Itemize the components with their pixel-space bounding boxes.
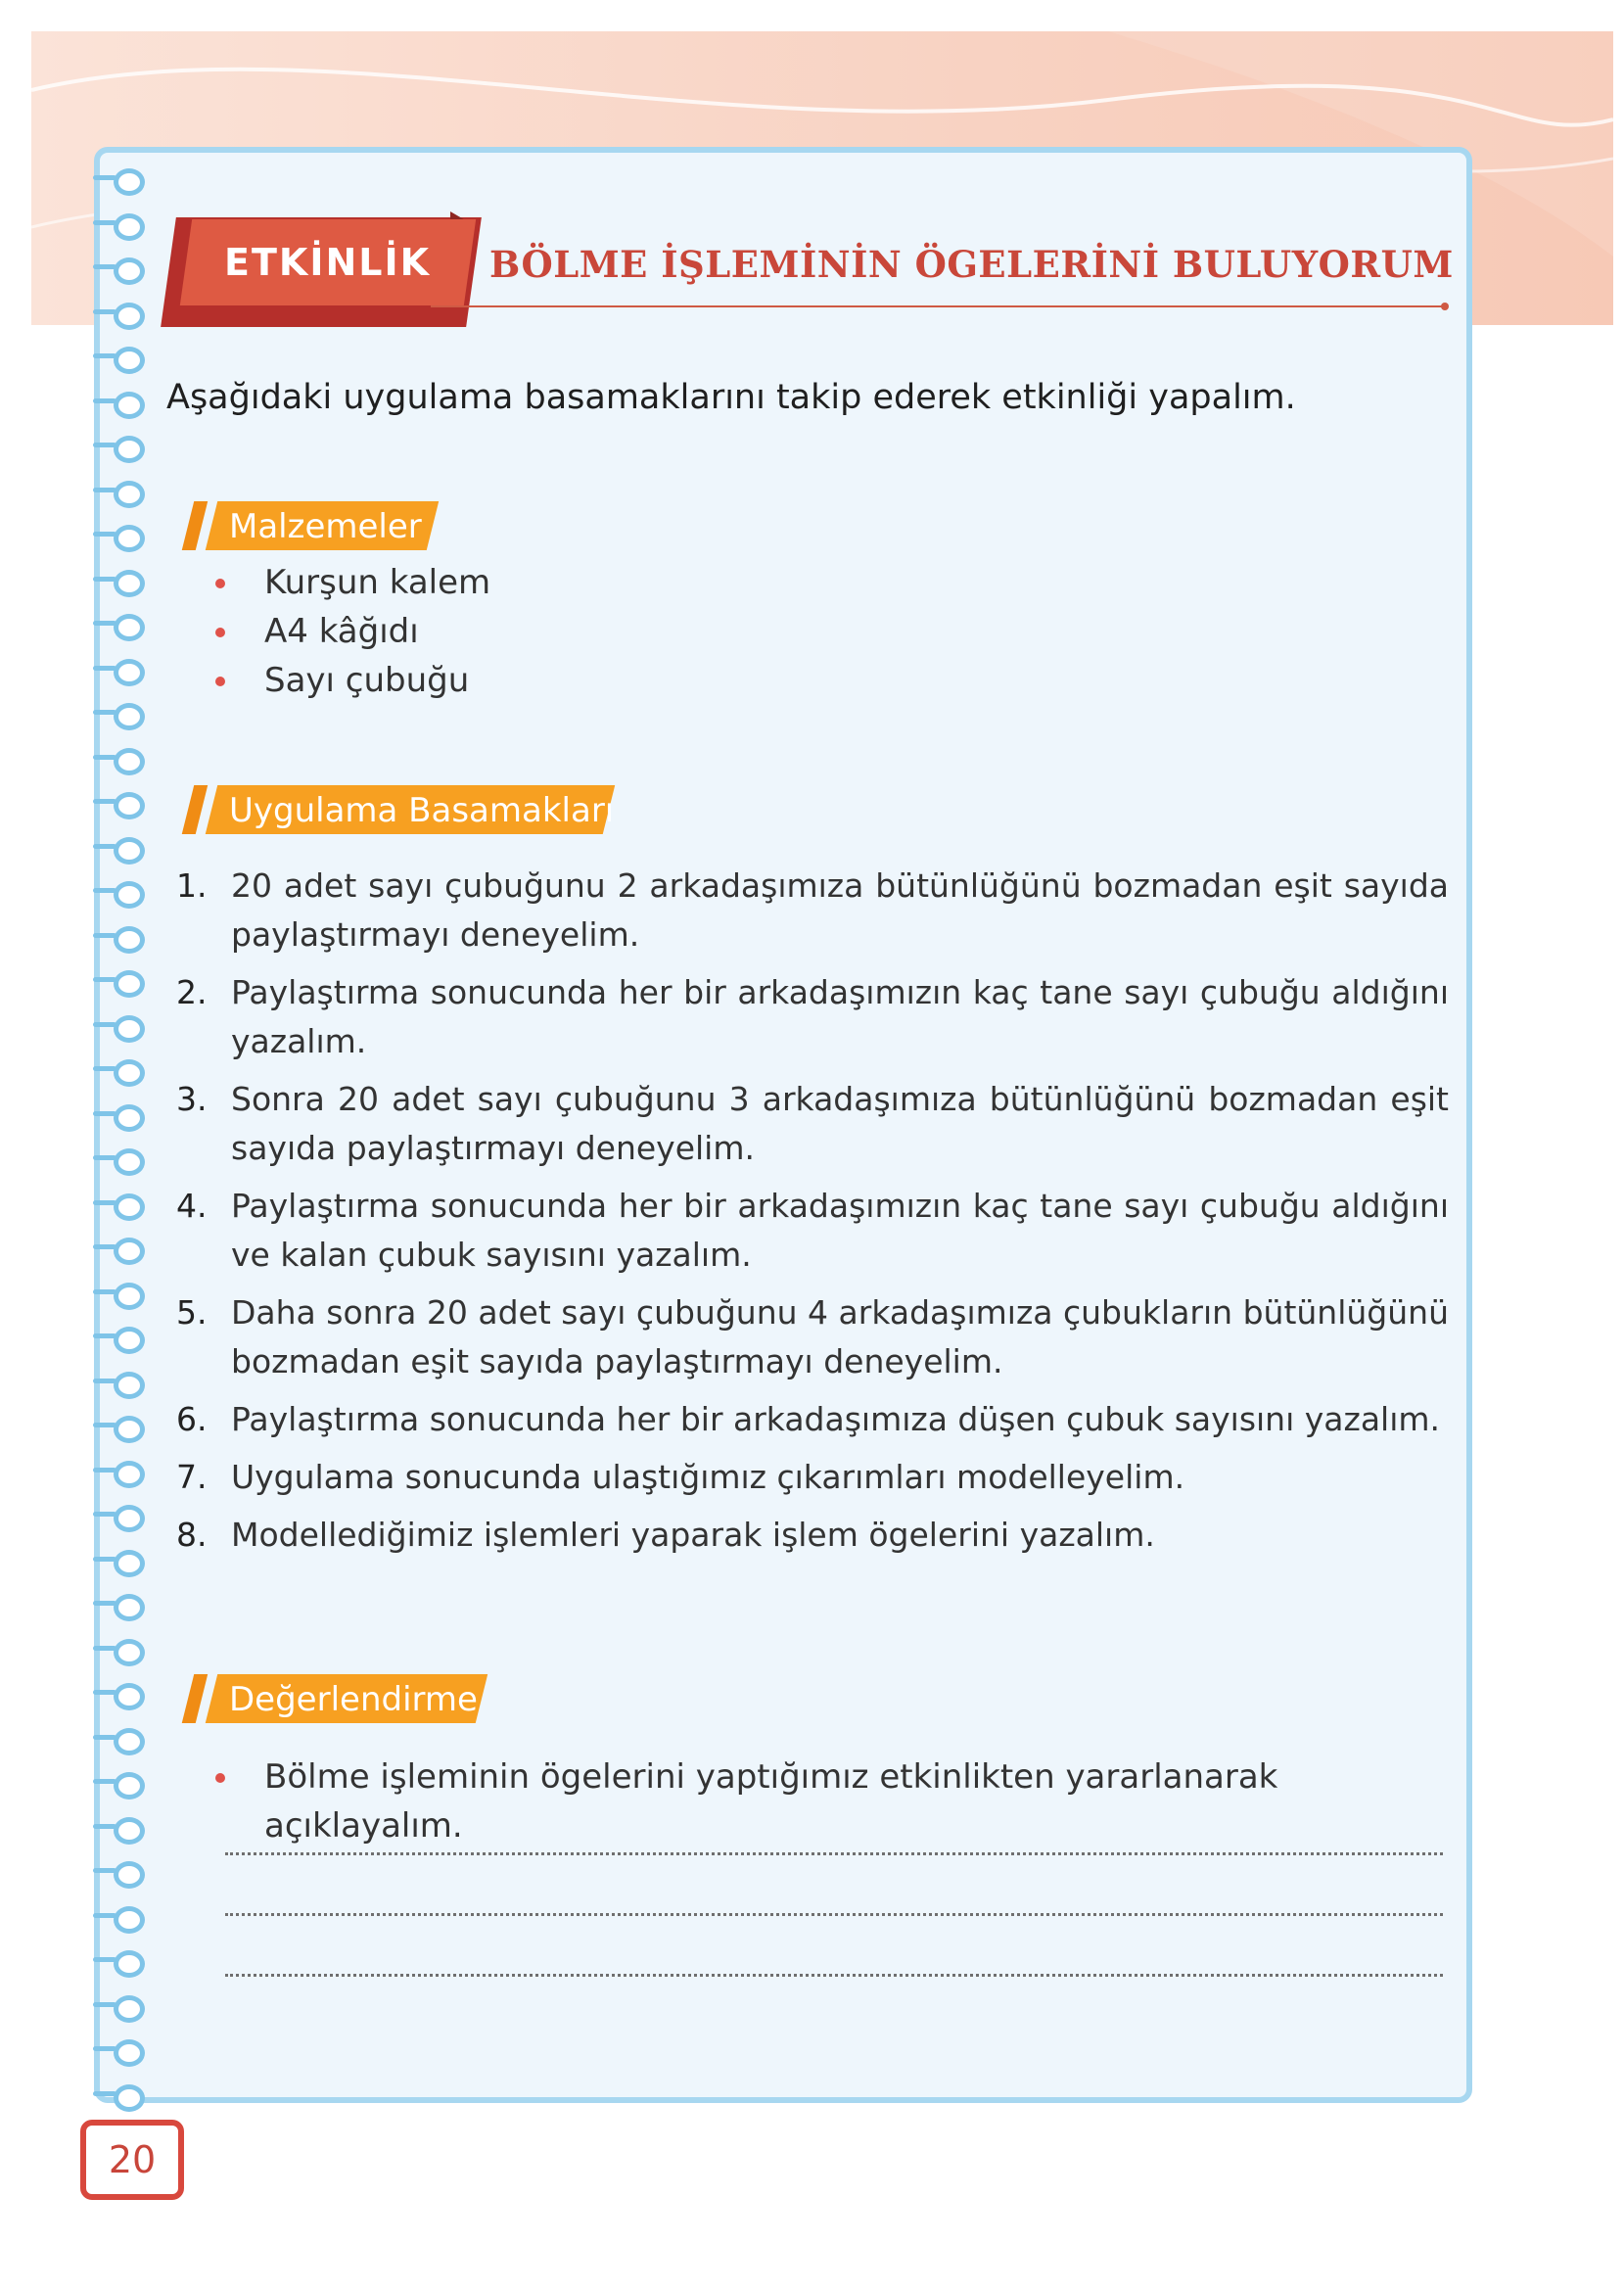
list-item: [176, 862, 1449, 959]
bullet-icon: [215, 677, 225, 686]
activity-tag: [180, 219, 476, 305]
title-underline: [431, 305, 1447, 307]
binding-ring: [114, 1728, 145, 1755]
page-number: 20: [80, 2120, 184, 2200]
binding-ring: [114, 570, 145, 597]
step-number: 8.: [176, 1516, 208, 1554]
materials-heading: [188, 501, 433, 550]
binding-ring: [114, 1416, 145, 1443]
step-number: 2.: [176, 973, 208, 1011]
answer-line-1[interactable]: [225, 1852, 1443, 1855]
list-item: [176, 1288, 1449, 1386]
binding-ring: [114, 792, 145, 819]
step-text: Uygulama sonucunda ulaştığımız çıkarımları modelleyelim.: [231, 1458, 1185, 1496]
binding-ring: [114, 881, 145, 909]
binding-ring: [114, 1861, 145, 1889]
binding-ring: [114, 1327, 145, 1354]
binding-ring: [114, 347, 145, 374]
step-text: Paylaştırma sonucunda her bir arkadaşımızın kaç tane sayı çubuğu aldığını ve kalan çubuk sayısını yazalım.: [231, 1187, 1449, 1274]
step-text: 20 adet sayı çubuğunu 2 arkadaşımıza bütünlüğünü bozmadan eşit sayıda paylaştırmayı deneyelim.: [231, 866, 1449, 954]
binding-ring: [114, 703, 145, 730]
binding-ring: [114, 926, 145, 954]
binding-ring: [114, 1104, 145, 1132]
binding-ring: [114, 1683, 145, 1710]
binding-ring: [114, 525, 145, 552]
binding-ring: [114, 436, 145, 463]
binding-ring: [114, 659, 145, 686]
binding-ring: [114, 1372, 145, 1399]
binding-ring: [114, 1193, 145, 1221]
answer-line-3[interactable]: [225, 1974, 1443, 1977]
evaluation-heading: [188, 1674, 482, 1723]
binding-ring: [114, 2084, 145, 2112]
binding-ring: [114, 392, 145, 419]
spiral-binding: [86, 157, 155, 2105]
binding-ring: [114, 1015, 145, 1043]
intro-text: Aşağıdaki uygulama basamaklarını takip ederek etkinliği yapalım.: [166, 378, 1296, 417]
binding-ring: [114, 303, 145, 330]
binding-ring: [114, 614, 145, 641]
binding-ring: [114, 1950, 145, 1978]
step-number: 1.: [176, 866, 208, 905]
binding-ring: [114, 257, 145, 285]
list-item: [176, 1075, 1449, 1173]
list-item: [215, 1753, 1449, 1846]
list-item: [215, 656, 490, 705]
list-item: [176, 1511, 1449, 1560]
binding-ring: [114, 748, 145, 775]
binding-ring: [114, 970, 145, 998]
list-item: [176, 1395, 1449, 1444]
activity-tag-label: ETKİNLİK: [224, 241, 432, 284]
step-text: Modellediğimiz işlemleri yaparak işlem ögelerini yazalım.: [231, 1516, 1155, 1554]
materials-heading-label: Malzemeler: [229, 507, 422, 546]
binding-ring: [114, 213, 145, 241]
binding-ring: [114, 1148, 145, 1176]
materials-list: [215, 558, 490, 705]
step-number: 5.: [176, 1293, 208, 1332]
step-number: 4.: [176, 1187, 208, 1225]
bullet-icon: [215, 1773, 225, 1783]
binding-ring: [114, 1238, 145, 1265]
binding-ring: [114, 481, 145, 508]
binding-ring: [114, 168, 145, 196]
evaluation-prompt: Bölme işleminin ögelerini yaptığımız etkinlikten yararlanarak açıklayalım.: [264, 1757, 1278, 1846]
step-text: Paylaştırma sonucunda her bir arkadaşımızın kaç tane sayı çubuğu aldığını yazalım.: [231, 973, 1449, 1060]
steps-heading-label: Uygulama Basamakları: [229, 791, 615, 830]
binding-ring: [114, 1059, 145, 1087]
bullet-icon: [215, 579, 225, 588]
binding-ring: [114, 2039, 145, 2067]
steps-heading: [188, 785, 615, 834]
step-text: Sonra 20 adet sayı çubuğunu 3 arkadaşımıza bütünlüğünü bozmadan eşit sayıda paylaştırmayı deneyelim.: [231, 1080, 1449, 1167]
list-item: [176, 1182, 1449, 1280]
binding-ring: [114, 1995, 145, 2023]
evaluation-list: [215, 1753, 1449, 1846]
title-underline-dot: [1441, 303, 1449, 310]
evaluation-heading-label: Değerlendirme: [229, 1680, 478, 1719]
step-number: 3.: [176, 1080, 208, 1118]
binding-ring: [114, 1594, 145, 1621]
binding-ring: [114, 1283, 145, 1310]
list-item: [176, 968, 1449, 1066]
steps-list: [176, 862, 1449, 1568]
binding-ring: [114, 1505, 145, 1532]
step-text: Paylaştırma sonucunda her bir arkadaşımıza düşen çubuk sayısını yazalım.: [231, 1400, 1441, 1438]
binding-ring: [114, 1906, 145, 1934]
material-label: A4 kâğıdı: [264, 612, 419, 651]
bullet-icon: [215, 628, 225, 637]
step-number: 6.: [176, 1400, 208, 1438]
answer-line-2[interactable]: [225, 1913, 1443, 1916]
activity-title: BÖLME İŞLEMİNİN ÖGELERİNİ BULUYORUM: [489, 243, 1454, 286]
list-item: [215, 558, 490, 607]
list-item: [215, 607, 490, 656]
step-number: 7.: [176, 1458, 208, 1496]
material-label: Kurşun kalem: [264, 563, 491, 602]
list-item: [176, 1453, 1449, 1502]
binding-ring: [114, 837, 145, 865]
binding-ring: [114, 1639, 145, 1666]
binding-ring: [114, 1772, 145, 1800]
binding-ring: [114, 1461, 145, 1488]
binding-ring: [114, 1550, 145, 1577]
binding-ring: [114, 1817, 145, 1845]
material-label: Sayı çubuğu: [264, 661, 470, 700]
step-text: Daha sonra 20 adet sayı çubuğunu 4 arkadaşımıza çubukların bütünlüğünü bozmadan eşit sayıda paylaştırmayı deneyelim.: [231, 1293, 1449, 1380]
